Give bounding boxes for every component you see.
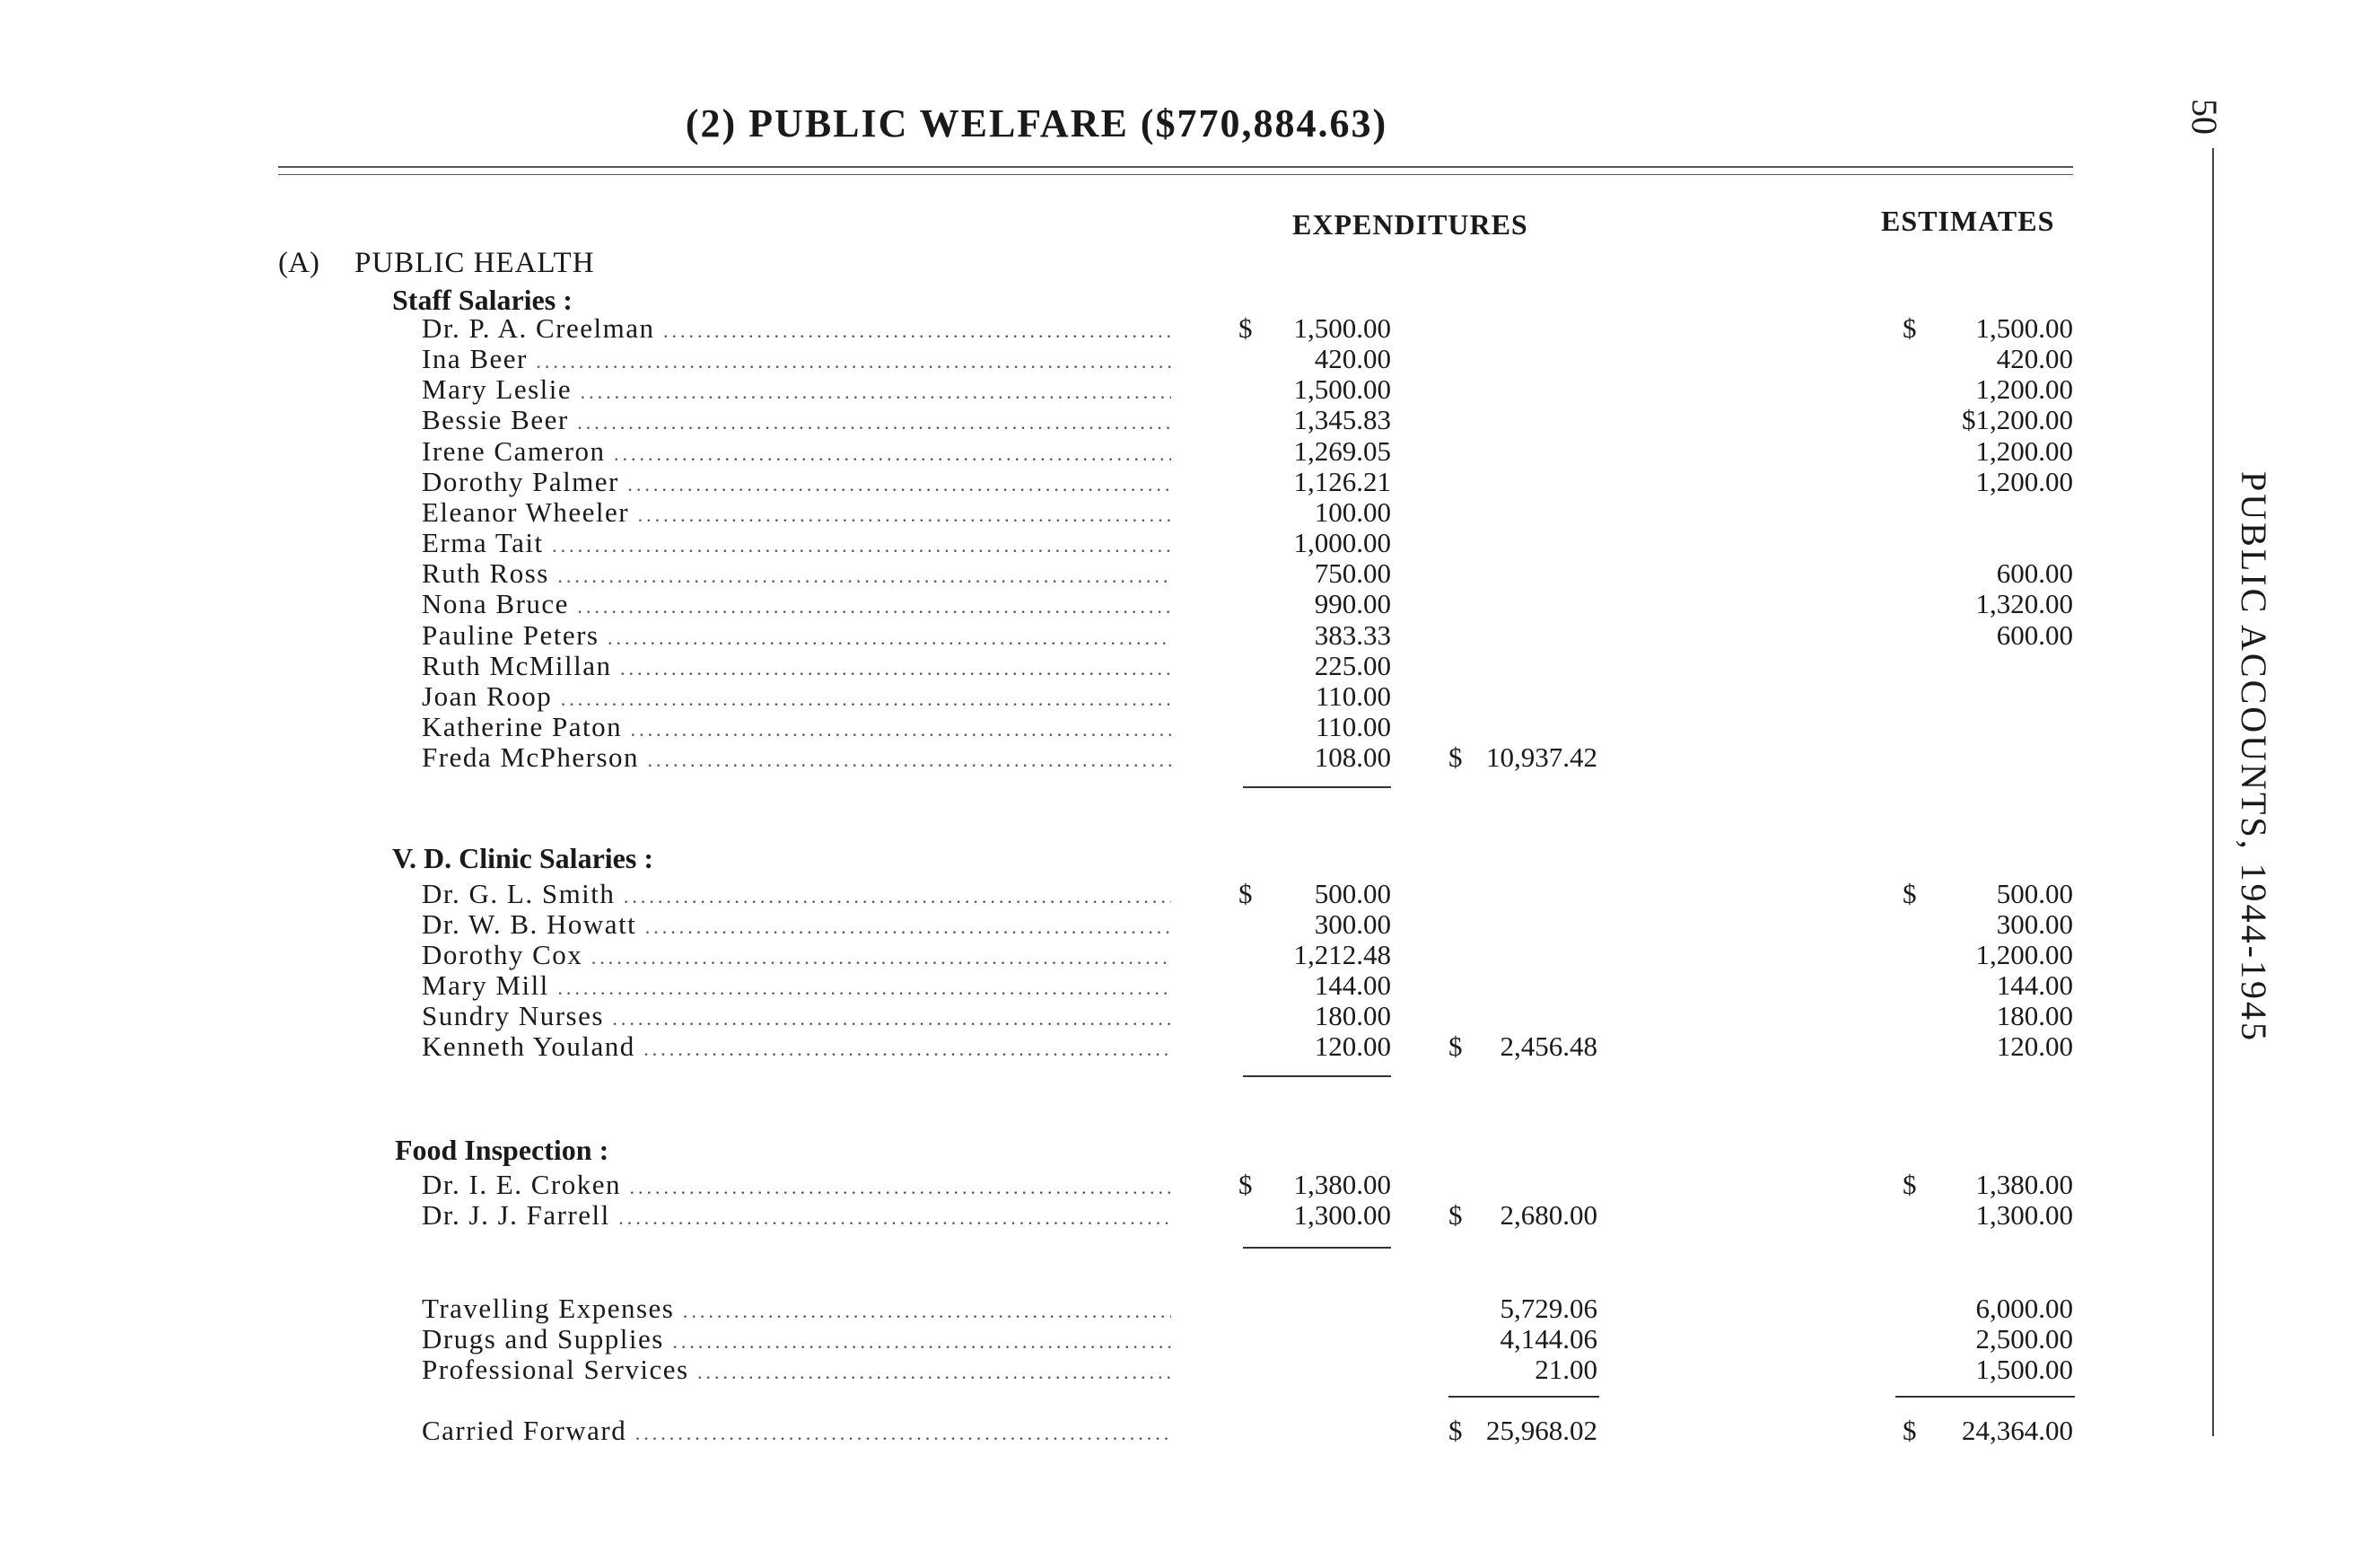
table-row (422, 1416, 2073, 1446)
row-name: Carried Forward ..... (422, 1416, 1171, 1449)
expenditure-amount: 120.00 (1314, 1030, 1391, 1062)
table-row (422, 313, 2073, 344)
estimate-amount: 180.00 (1996, 1000, 2073, 1031)
estimate-amount: 144.00 (1996, 969, 2073, 1001)
page-number: 50 (2184, 99, 2225, 135)
row-name: Ruth Ross ..... (422, 558, 1171, 592)
expenditure-amount: 110.00 (1315, 710, 1391, 742)
row-name: Katherine Paton ..... (422, 712, 1171, 745)
row-name: Ina Beer ..... (422, 344, 1171, 377)
expenditure-total: 4,144.06 (1500, 1323, 1597, 1355)
expenditure-dollar-sign: $ (1238, 1169, 1253, 1200)
food-subtotal-rule (1243, 1247, 1391, 1249)
expenditure-amount: 100.00 (1314, 495, 1391, 528)
table-row (422, 528, 2073, 558)
table-row (422, 651, 2073, 681)
expenditure-dollar-sign: $ (1238, 878, 1253, 909)
expenditure-amount: 108.00 (1314, 741, 1391, 774)
table-row (422, 1200, 2073, 1231)
estimate-amount: 120.00 (1996, 1030, 2073, 1062)
expenditure-total: 2,680.00 (1500, 1199, 1597, 1231)
row-name: Dorothy Cox ..... (422, 940, 1171, 973)
row-name: Joan Roop ..... (422, 681, 1171, 715)
expenditures-heading: EXPENDITURES (1292, 208, 1528, 241)
expenditure-amount: 180.00 (1314, 1000, 1391, 1031)
expenditure-amount: 225.00 (1314, 649, 1391, 681)
table-row (422, 1324, 2073, 1355)
expenditure-dollar-sign: $ (1238, 312, 1253, 344)
table-row (422, 1031, 2073, 1062)
table-row (422, 1170, 2073, 1200)
vd-clinic-heading: V. D. Clinic Salaries : (392, 842, 653, 874)
expenditure-total: 25,968.02 (1486, 1415, 1597, 1446)
expenditure-amount: 500.00 (1314, 878, 1391, 909)
row-name: Professional Services ..... (422, 1355, 1171, 1388)
expenditure-amount: 750.00 (1314, 557, 1391, 590)
row-name: Nona Bruce ..... (422, 589, 1171, 622)
food-inspection-heading: Food Inspection : (395, 1134, 609, 1166)
expenditure-amount: 110.00 (1315, 679, 1391, 712)
table-row (422, 1001, 2073, 1031)
table-row (422, 1355, 2073, 1385)
estimate-amount: 500.00 (1996, 878, 2073, 909)
row-name: Drugs and Supplies ..... (422, 1324, 1171, 1357)
row-name: Mary Leslie ..... (422, 374, 1171, 408)
expenditure-amount: 1,500.00 (1293, 373, 1391, 406)
table-row (422, 374, 2073, 405)
table-row (422, 436, 2073, 467)
total-dollar-sign: $ (1448, 1030, 1463, 1062)
expenditure-amount: 1,000.00 (1293, 527, 1391, 559)
table-row (422, 344, 2073, 374)
total-dollar-sign: $ (1448, 1415, 1463, 1446)
table-row (422, 1293, 2073, 1324)
expenditure-amount: 1,500.00 (1293, 312, 1391, 344)
estimate-amount: 1,300.00 (1975, 1199, 2073, 1231)
expenditure-amount: 1,300.00 (1293, 1199, 1391, 1231)
expenditure-amount: 420.00 (1314, 343, 1391, 375)
row-name: Dr. I. E. Croken ..... (422, 1170, 1171, 1203)
estimate-dollar-sign: $ (1903, 1415, 1917, 1446)
row-name: Sundry Nurses ..... (422, 1001, 1171, 1034)
expenditure-amount: 1,380.00 (1293, 1169, 1391, 1200)
expenditure-amount: 300.00 (1314, 908, 1391, 940)
table-row (422, 467, 2073, 497)
table-row (422, 879, 2073, 909)
estimate-amount: 1,200.00 (1975, 939, 2073, 970)
margin-rule (2212, 148, 2214, 1436)
estimate-amount: $1,200.00 (1962, 404, 2073, 436)
estimate-dollar-sign: $ (1903, 878, 1917, 909)
row-name: Erma Tait ..... (422, 528, 1171, 561)
estimate-amount: 1,320.00 (1975, 588, 2073, 620)
estimate-amount: 24,364.00 (1962, 1415, 2073, 1446)
expenditure-amount: 1,269.05 (1293, 434, 1391, 467)
table-row (422, 497, 2073, 528)
table-row (422, 742, 2073, 773)
estimate-amount: 600.00 (1996, 618, 2073, 651)
staff-salaries-heading: Staff Salaries : (392, 284, 573, 316)
expenditure-total: 2,456.48 (1500, 1030, 1597, 1062)
estimates-heading: ESTIMATES (1881, 205, 2055, 237)
section-letter: (A) (278, 247, 319, 279)
estimate-dollar-sign: $ (1903, 312, 1917, 344)
header-rule-top (278, 166, 2073, 168)
row-name: Dr. J. J. Farrell ..... (422, 1200, 1171, 1233)
page-title: (2) PUBLIC WELFARE ($770,884.63) (685, 101, 1388, 145)
estimate-amount: 1,200.00 (1975, 465, 2073, 497)
header-rule-bottom (278, 174, 2073, 175)
estimate-amount: 2,500.00 (1975, 1323, 2073, 1355)
expenditure-total: 5,729.06 (1500, 1293, 1597, 1324)
staff-subtotal-rule (1243, 786, 1391, 788)
row-name: Bessie Beer ..... (422, 405, 1171, 438)
table-row (422, 681, 2073, 712)
expenditure-amount: 383.33 (1314, 618, 1391, 651)
row-name: Mary Mill ..... (422, 970, 1171, 1004)
expenditure-amount: 990.00 (1314, 588, 1391, 620)
row-name: Dr. P. A. Creelman ..... (422, 313, 1171, 346)
row-name: Travelling Expenses ..... (422, 1293, 1171, 1327)
row-name: Kenneth Youland ..... (422, 1031, 1171, 1065)
expenditures-total-rule (1448, 1396, 1599, 1398)
expenditure-amount: 1,345.83 (1293, 404, 1391, 436)
vd-subtotal-rule (1243, 1075, 1391, 1077)
estimate-amount: 420.00 (1996, 343, 2073, 375)
estimate-amount: 300.00 (1996, 908, 2073, 940)
row-name: Dorothy Palmer ..... (422, 467, 1171, 500)
estimate-amount: 600.00 (1996, 557, 2073, 590)
table-row (422, 405, 2073, 435)
estimate-amount: 6,000.00 (1975, 1293, 2073, 1324)
expenditure-total: 21.00 (1535, 1354, 1597, 1385)
row-name: Ruth McMillan ..... (422, 651, 1171, 684)
estimate-amount: 1,200.00 (1975, 373, 2073, 406)
row-name: Dr. W. B. Howatt ..... (422, 909, 1171, 942)
table-row (422, 940, 2073, 970)
table-row (422, 620, 2073, 651)
expenditure-amount: 144.00 (1314, 969, 1391, 1001)
expenditure-amount: 1,212.48 (1293, 939, 1391, 970)
running-header: PUBLIC ACCOUNTS, 1944-1945 (2234, 471, 2274, 1043)
row-name: Eleanor Wheeler ..... (422, 497, 1171, 530)
table-row (422, 589, 2073, 619)
total-dollar-sign: $ (1448, 741, 1463, 774)
row-name: Dr. G. L. Smith ..... (422, 879, 1171, 912)
table-row (422, 558, 2073, 589)
estimate-amount: 1,380.00 (1975, 1169, 2073, 1200)
table-row (422, 970, 2073, 1001)
expenditure-total: 10,937.42 (1486, 741, 1597, 774)
row-name: Freda McPherson ..... (422, 742, 1171, 776)
row-name: Pauline Peters ..... (422, 620, 1171, 653)
total-dollar-sign: $ (1448, 1199, 1463, 1231)
estimate-dollar-sign: $ (1903, 1169, 1917, 1200)
estimate-amount: 1,200.00 (1975, 434, 2073, 467)
table-row (422, 712, 2073, 742)
estimate-amount: 1,500.00 (1975, 312, 2073, 344)
expenditure-amount: 1,126.21 (1293, 465, 1391, 497)
row-name: Irene Cameron ..... (422, 436, 1171, 469)
estimates-total-rule (1895, 1396, 2075, 1398)
table-row (422, 909, 2073, 940)
section-title: PUBLIC HEALTH (354, 247, 595, 279)
estimate-amount: 1,500.00 (1975, 1354, 2073, 1385)
